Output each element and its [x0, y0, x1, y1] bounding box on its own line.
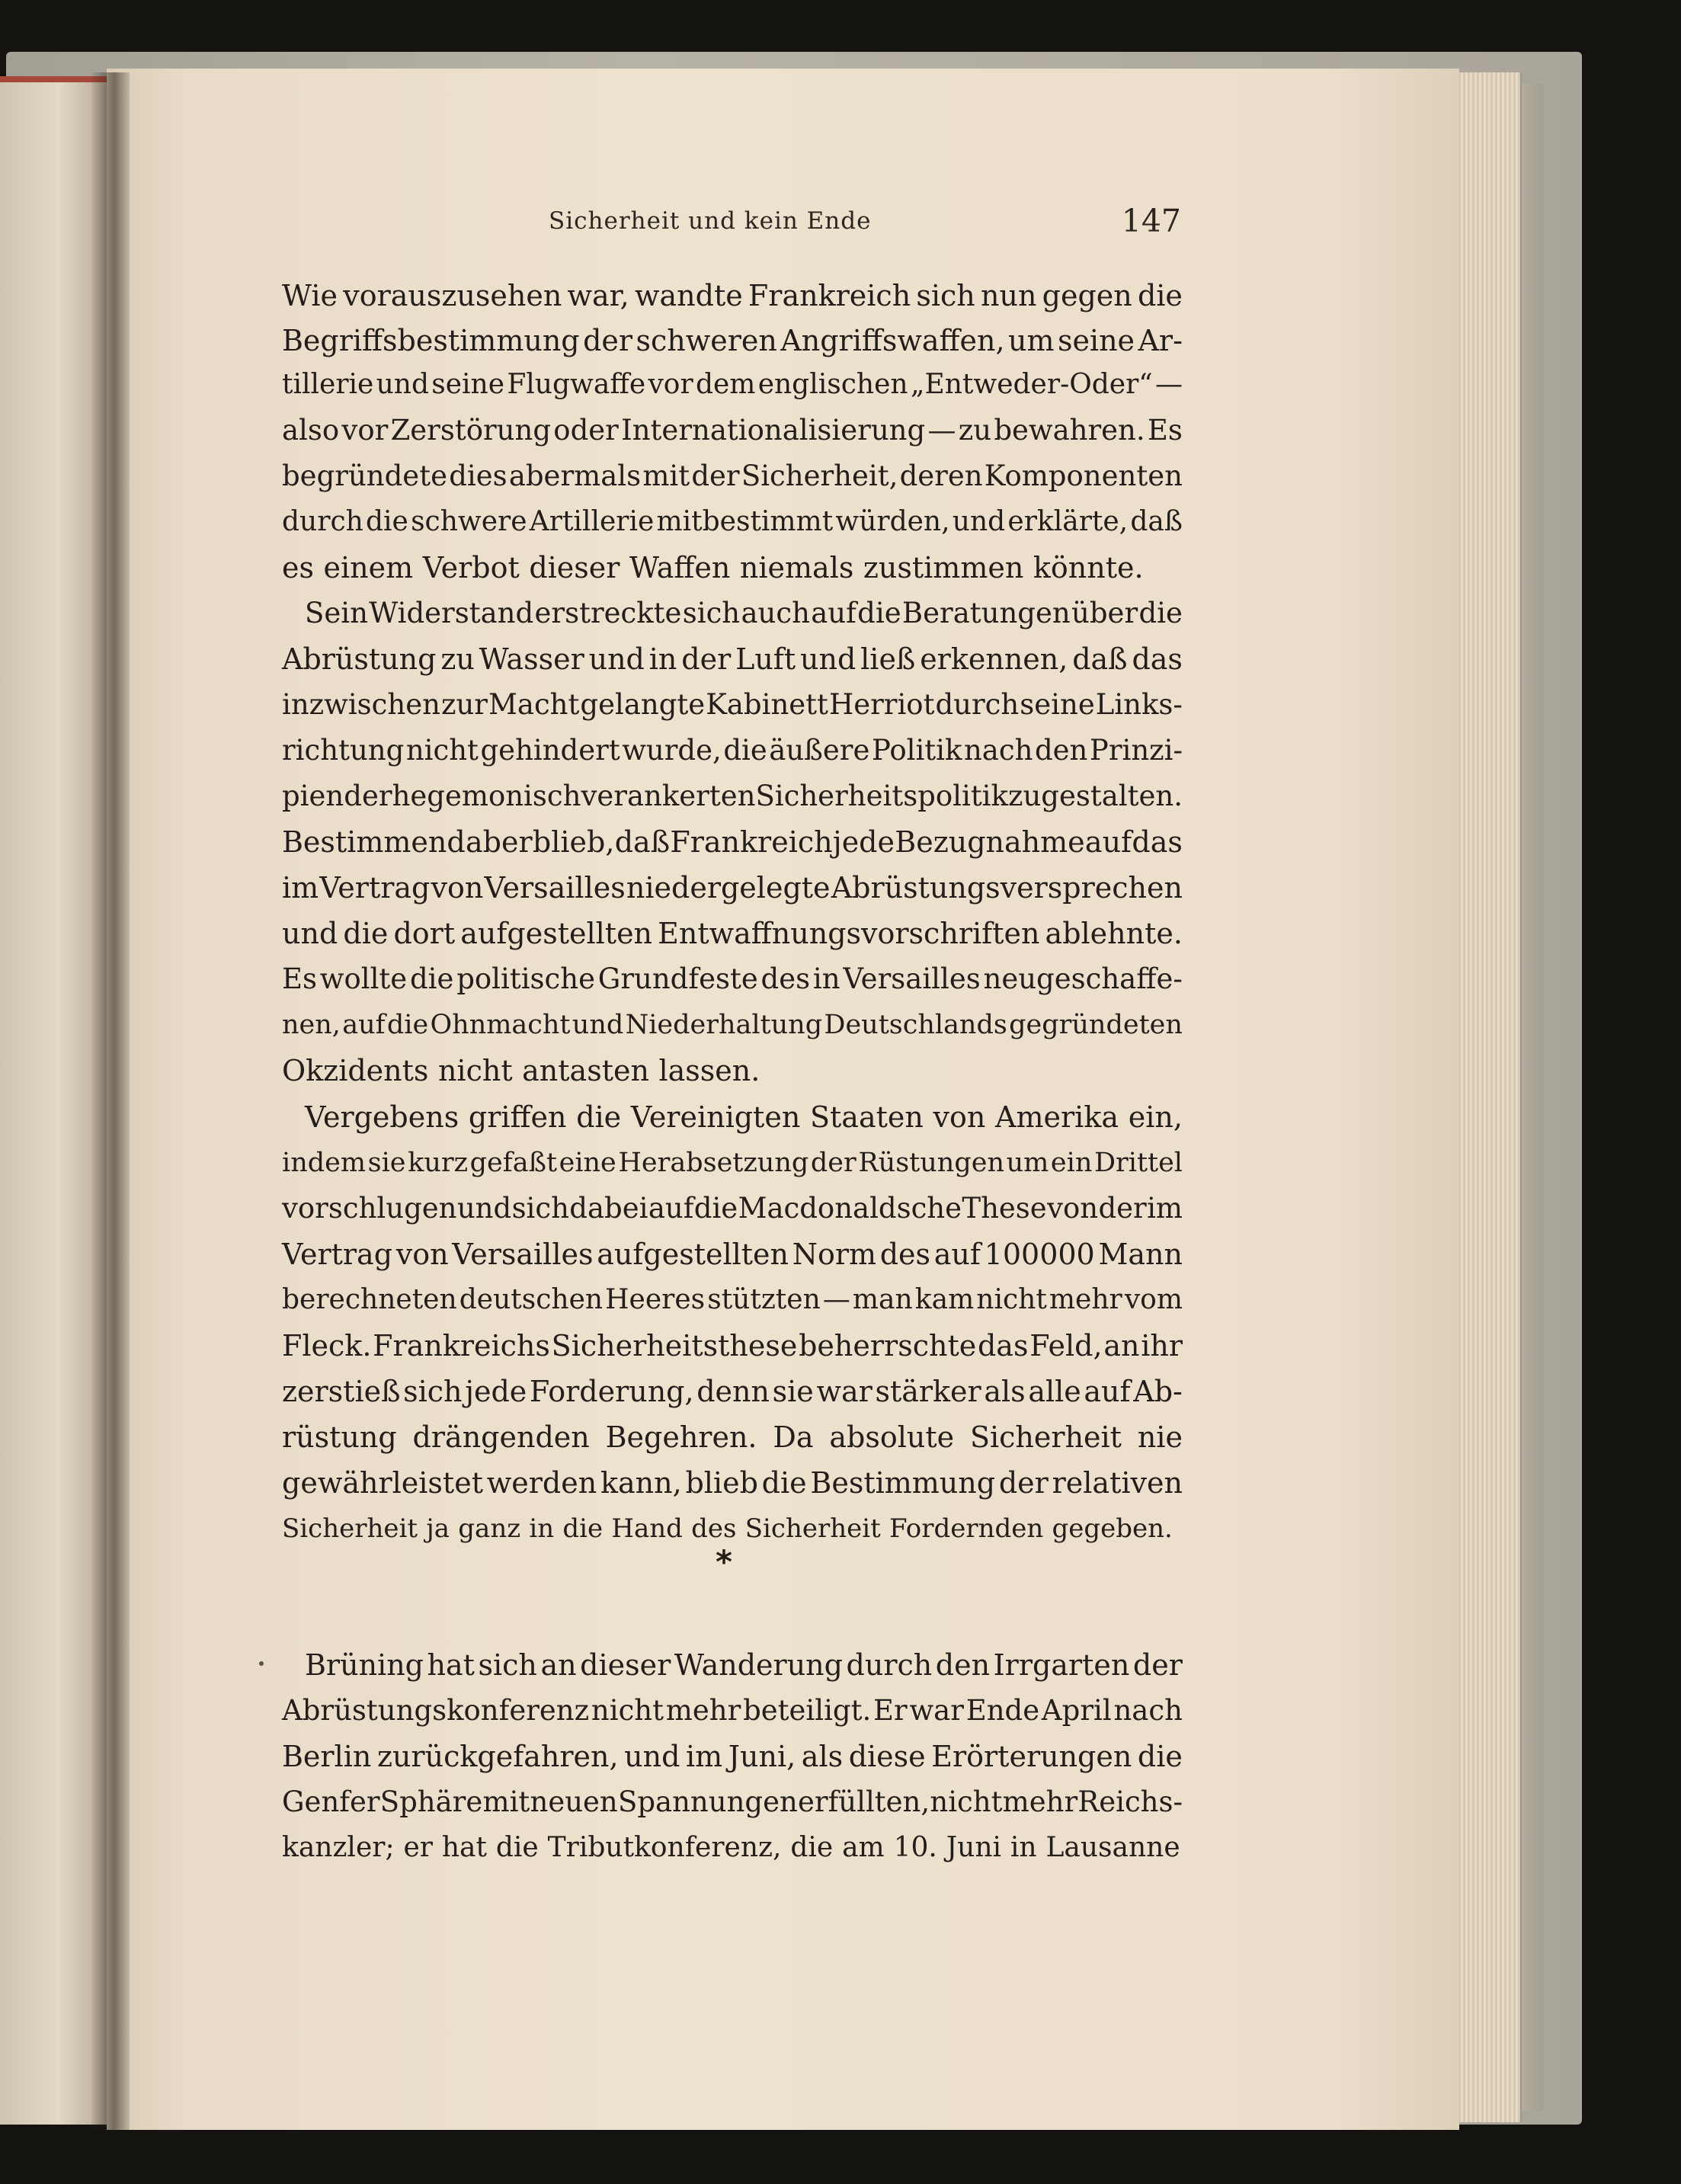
text-line: und die dort aufgestellten Entwaffnungsvorschriften ablehnte. [282, 917, 1183, 950]
text-line: Sein Widerstand erstreckte sich auch auf die Beratungen über die [305, 597, 1183, 629]
text-line: berechneten deutschen Heeres stützten — man kam nicht mehr vom [282, 1284, 1183, 1315]
text-line: gewährleistet werden kann, blieb die Bestimmung der relativen [282, 1466, 1183, 1500]
text-line: Okzidents nicht antasten lassen. [282, 1054, 760, 1087]
text-line: Bestimmend aber blieb, daß Frankreich jede Bezugnahme auf das [282, 825, 1183, 859]
text-line: Berlin zurückgefahren, und im Juni, als diese Erörterungen die [282, 1740, 1183, 1773]
text-line: Es wollte die politische Grundfeste des in Versailles neugeschaffe- [282, 962, 1183, 995]
text-line: Sicherheit ja ganz in die Hand des Sicherheit Fordernden gegeben. [282, 1513, 1173, 1544]
book-gutter [91, 72, 130, 2130]
cover-shade [1520, 84, 1543, 2111]
text-line: Vergebens griffen die Vereinigten Staaten von Amerika ein, [305, 1100, 1183, 1134]
text-line: rüstung drängenden Begehren. Da absolute Sicherheit nie [282, 1420, 1183, 1454]
page-stack-edges [1452, 72, 1522, 2122]
text-line: nen, auf die Ohnmacht und Niederhaltung Deutschlands gegründeten [282, 1010, 1183, 1040]
text-line: richtung nicht gehindert wurde, die äußere Politik nach den Prinzi- [282, 734, 1183, 767]
text-line: im Vertrag von Versailles niedergelegte Abrüstungsversprechen [282, 871, 1183, 905]
section-break-asterisk: * [716, 1543, 732, 1580]
text-line: pien der hegemonisch verankerten Sicherheitspolitik zu gestalten. [282, 780, 1183, 812]
text-line: Vertrag von Versailles aufgestellten Norm des auf 100000 Mann [282, 1238, 1183, 1271]
margin-mark [259, 1661, 264, 1666]
text-line: Begriffsbestimmung der schweren Angriffswaffen, um seine Ar- [282, 324, 1183, 357]
text-line: Wie vorauszusehen war, wandte Frankreich sich nun gegen die [282, 279, 1183, 312]
page-number: 147 [1121, 203, 1181, 239]
text-line: zerstieß sich jede Forderung, denn sie war stärker als alle auf Ab- [282, 1375, 1183, 1408]
text-line: inzwischen zur Macht gelangte Kabinett Herriot durch seine Links- [282, 688, 1183, 721]
text-line: Genfer Sphäre mit neuen Spannungen erfüllten, nicht mehr Reichs- [282, 1785, 1183, 1818]
left-page-edge [0, 82, 107, 2125]
running-header: Sicherheit und kein Ende [549, 207, 872, 235]
text-line: begründete dies abermals mit der Sicherheit, deren Komponenten [282, 460, 1183, 492]
text-line: durch die schwere Artillerie mitbestimmt würden, und erklärte, daß [282, 506, 1183, 537]
text-line: Abrüstungskonferenz nicht mehr beteiligt. Er war Ende April nach [282, 1694, 1183, 1727]
text-line: Brüning hat sich an dieser Wanderung durch den Irrgarten der [305, 1648, 1183, 1682]
text-line: also vor Zerstörung oder Internationalisierung — zu bewahren. Es [282, 414, 1183, 447]
text-line: tillerie und seine Flugwaffe vor dem englischen „Entweder-Oder“ — [282, 369, 1183, 400]
text-line: indem sie kurz gefaßt eine Herabsetzung der Rüstungen um ein Drittel [282, 1148, 1183, 1178]
text-line: kanzler; er hat die Tributkonferenz, die am 10. Juni in Lausanne [282, 1832, 1180, 1863]
text-line: Fleck. Frankreichs Sicherheitsthese beherrschte das Feld, an ihr [282, 1329, 1183, 1363]
text-line: vorschlugen und sich dabei auf die Macdonaldsche These von der im [282, 1192, 1183, 1225]
text-line: es einem Verbot dieser Waffen niemals zustimmen könnte. [282, 551, 1144, 584]
text-line: Abrüstung zu Wasser und in der Luft und ließ erkennen, daß das [282, 642, 1183, 676]
